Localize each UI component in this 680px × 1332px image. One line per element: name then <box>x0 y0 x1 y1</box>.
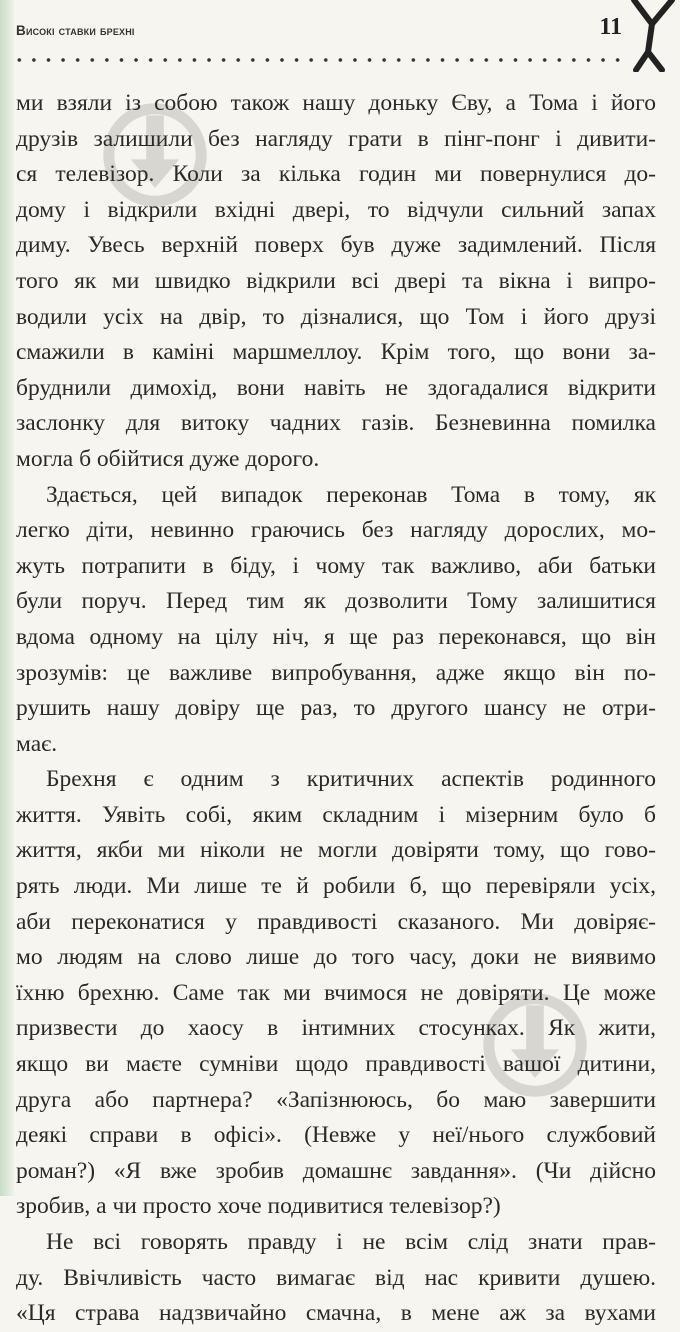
text-line: життя. Уявіть собі, яким складним і мізерним було б <box>16 801 656 828</box>
text-line: Не всі говорять правду і не всім слід знати прав- <box>46 1229 656 1255</box>
stick-figure-icon <box>628 0 680 72</box>
text-line: рять люди. Ми лише те й робили б, що перевіряли усіх, <box>16 873 656 900</box>
text-line: легко діти, невинно граючись без нагляду дорослих, мо- <box>16 517 656 544</box>
text-line: має. <box>16 730 58 757</box>
paragraph <box>16 1225 656 1332</box>
text-line: мо людям на слово лише до того часу, доки не виявимо <box>16 944 656 971</box>
text-line: Брехня є одним з критичних аспектів родинного <box>46 766 656 793</box>
text-line: дому і відкрили вхідні двері, то відчули сильний запах <box>16 196 656 223</box>
page-edge <box>0 0 14 1196</box>
text-line: Здається, цей випадок переконав Тома в тому, як <box>46 481 656 508</box>
text-line: жуть потрапити в біду, і чому так важливо, аби батьки <box>16 552 656 579</box>
text-line: смажили в каміні маршмеллоу. Крім того, що вони за- <box>16 339 656 366</box>
text-line: були поруч. Перед тим як дозволити Тому залишитися <box>16 588 656 615</box>
dotted-divider <box>12 56 626 64</box>
text-line: «Ця страва надзвичайно смачна, в мене аж за вухами <box>16 1300 656 1327</box>
page-number: 11 <box>599 14 622 40</box>
text-line: вдома одному на цілу ніч, я ще раз переконався, що він <box>16 623 656 650</box>
text-line: деякі справи в офісі». (Невже у неї/нього службовий <box>16 1122 656 1149</box>
text-line: диму. Увесь верхній поверх був дуже задимлений. Після <box>16 232 656 259</box>
body-text <box>16 86 656 1332</box>
text-line: того як ми швидко відкрили всі двері та вікна і випро- <box>16 267 656 294</box>
text-line: водили усіх на двір, то дізналися, що Том і його друзі <box>16 303 656 330</box>
text-line: зробив, а чи просто хоче подивитися телевізор?) <box>16 1193 501 1220</box>
text-line: роман?) «Я вже зробив домашнє завдання». (Чи дійсно <box>16 1157 656 1184</box>
text-line: заслонку для витоку чадних газів. Безневинна помилка <box>16 410 656 437</box>
text-line: життя, якби ми ніколи не могли довіряти тому, що гово- <box>16 837 656 864</box>
text-line: ми взяли із собою також нашу доньку Єву, а Тома і його <box>16 90 656 116</box>
text-line: аби переконатися у правдивості сказаного. Ми довіряє- <box>16 908 656 935</box>
page-header <box>10 14 630 44</box>
text-line: бруднили димохід, вони навіть не здогадалися відкрити <box>16 374 656 401</box>
text-line: ся телевізор. Коли за кілька годин ми повернулися до- <box>16 161 656 188</box>
text-line: рушить нашу довіру ще раз, то другого шансу не отри- <box>16 695 656 722</box>
text-line: призвести до хаосу в інтимних стосунках. Як жити, <box>16 1015 656 1042</box>
text-line: ду. Ввічливість часто вимагає від нас кривити душею. <box>16 1264 656 1291</box>
text-line: їхню брехню. Саме так ми вчимося не довіряти. Це може <box>16 979 656 1006</box>
text-line: зрозумів: це важливе випробування, адже якщо він по- <box>16 659 656 686</box>
running-title: Високі ставки брехні <box>16 23 135 38</box>
paragraph <box>16 478 656 763</box>
text-line: друзів залишили без нагляду грати в пінг-понг і дивити- <box>16 125 656 152</box>
paragraph <box>16 762 656 1225</box>
text-line: друга або партнера? «Запізнююсь, бо маю завершити <box>16 1086 656 1113</box>
paragraph <box>16 86 656 478</box>
text-line: могла б обійтися дуже дорого. <box>16 445 320 472</box>
text-line: якщо ви маєте сумніви щодо правдивості вашої дитини, <box>16 1051 656 1078</box>
